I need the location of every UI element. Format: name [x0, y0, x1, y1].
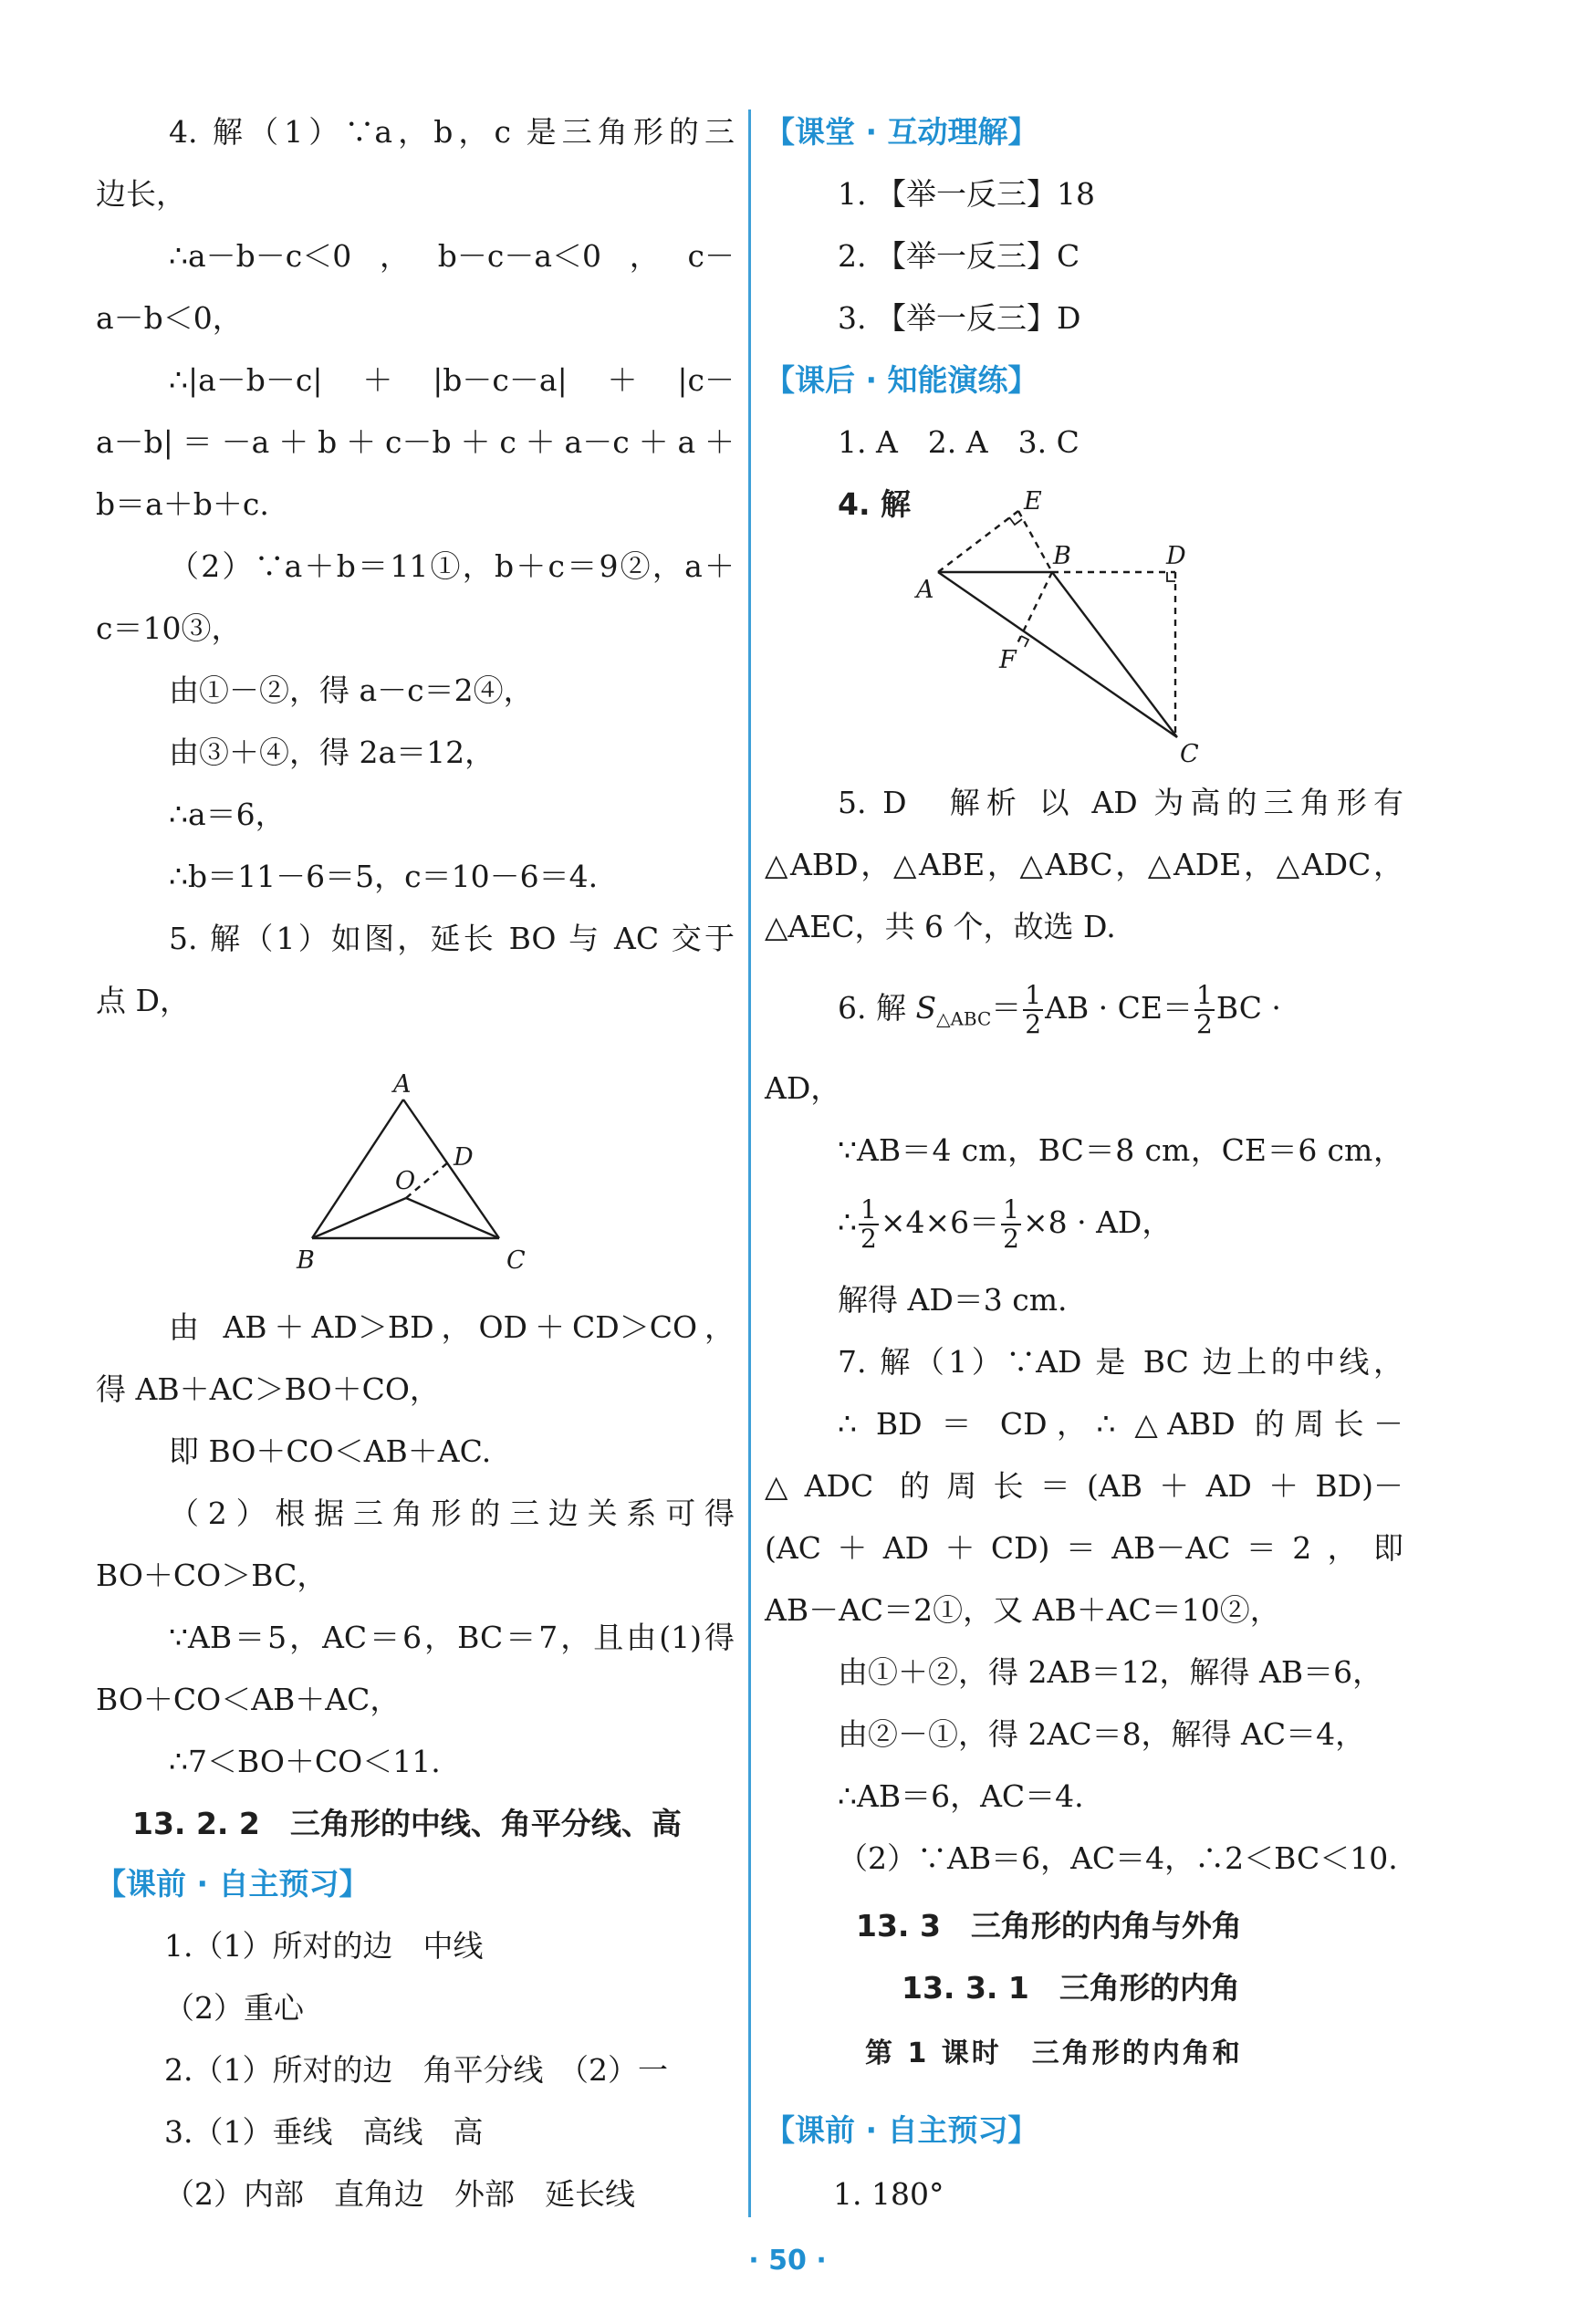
fig2-label-C: C [1180, 740, 1199, 768]
preview-line-5: （2）内部 直角边 外部 延长线 [164, 2176, 635, 2212]
q6-area-symbol: S [915, 990, 937, 1026]
q6-area-subscript: △ABC [936, 1007, 992, 1030]
q4-line-2: 边长， [96, 176, 186, 212]
q4-line-10: 由①－②，得 a－c＝2④， [169, 672, 534, 708]
q4-line-5: ∴|a－b－c|＋|b－c－a|＋|c－ [169, 362, 735, 398]
q5-line-7: BO＋CO＞BC， [96, 1558, 328, 1593]
q5-line-6: （2）根据三角形的三边关系可得 [169, 1495, 735, 1531]
kehou-line-6b: AD， [765, 1070, 841, 1106]
fig2-label-F: F [999, 646, 1017, 674]
preview-line-3: 2.（1）所对的边 角平分线 （2）一 [164, 2052, 668, 2088]
q5-line-4: 得 AB＋AC＞BO＋CO， [96, 1371, 440, 1407]
section-title-13-2-2: 13. 2. 2 三角形的中线、角平分线、高 [132, 1806, 682, 1841]
q6-mid: AB · CE＝ [1045, 990, 1193, 1026]
fig2-label-A: A [916, 576, 934, 604]
kehou-line-7c: △ADC 的周长＝(AB＋AD＋BD)－ [765, 1468, 1403, 1504]
fig1-label-A: A [393, 1072, 412, 1099]
q6-fraction-2: $\frac{1}{2}$ [1196, 980, 1213, 1039]
kehou-line-7e: AB－AC＝2①，又 AB＋AC＝10②， [765, 1592, 1280, 1628]
preview-line-2: （2）重心 [164, 1990, 304, 2026]
section-bar-ketang: 【课堂 · 互动理解】 [765, 114, 1038, 150]
preview2-line-1: 1. 180° [833, 2176, 944, 2212]
fig2-label-B: B [1053, 542, 1071, 570]
page-number: · 50 · [748, 2245, 827, 2277]
kehou-line-6a [838, 981, 1281, 1047]
ketang-line-3: 3. 【举一反三】D [838, 300, 1081, 336]
kehou-line-7g: 由②－①，得 2AC＝8，解得 AC＝4， [838, 1716, 1366, 1752]
q4-line-12: ∴a＝6， [169, 797, 286, 832]
q4-line-7: b＝a＋b＋c. [96, 486, 269, 522]
q5-line-9: BO＋CO＜AB＋AC， [96, 1682, 401, 1717]
kehou-line-7h: ∴AB＝6，AC＝4. [838, 1778, 1084, 1814]
fig2-label-E: E [1024, 487, 1042, 516]
q4-line-11: 由③＋④，得 2a＝12， [169, 735, 495, 770]
kehou-line-7i: （2）∵AB＝6，AC＝4，∴2＜BC＜10. [838, 1840, 1398, 1876]
q4-line-8: （2）∵a＋b＝11①，b＋c＝9②，a＋ [169, 548, 735, 584]
kehou-line-6d [838, 1195, 1172, 1253]
q6-fraction-1: $\frac{1}{2}$ [1025, 980, 1042, 1039]
lesson-title: 第 1 课时 三角形的内角和 [865, 2037, 1243, 2069]
kehou-line-7a: 7. 解（1）∵AD 是 BC 边上的中线， [838, 1344, 1403, 1380]
kehou-line-6e: 解得 AD＝3 cm. [838, 1282, 1068, 1318]
kehou-line-4: 4. 解 [838, 486, 911, 522]
q4-line-4: a－b＜0， [96, 300, 243, 336]
fig1-label-D: D [454, 1143, 474, 1172]
q5-line-1: 5. 解（1）如图，延长 BO 与 AC 交于 [169, 921, 735, 956]
kehou-line-7b: ∴ BD ＝ CD，∴ △ABD 的周长－ [838, 1406, 1403, 1442]
fig1-label-B: B [297, 1246, 315, 1275]
ketang-line-2: 2. 【举一反三】C [838, 238, 1080, 274]
section-title-13-3-1: 13. 3. 1 三角形的内角 [902, 1970, 1240, 2006]
q6-prod: ×4×6＝ [880, 1204, 1000, 1240]
section-bar-keqian-2: 【课前 · 自主预习】 [765, 2112, 1038, 2148]
q6-eq1: ＝ [991, 990, 1022, 1026]
kehou-line-7d: (AC＋AD＋CD)＝AB－AC＝2，即 [765, 1530, 1403, 1566]
q6-therefore: ∴ [838, 1204, 857, 1240]
kehou-line-5c: △AEC，共 6 个，故选 D. [765, 909, 1116, 944]
q5-line-3: 由 AB＋AD＞BD，OD＋CD＞CO， [169, 1309, 735, 1345]
q6-fraction-3: $\frac{1}{2}$ [861, 1194, 877, 1254]
fig2-label-D: D [1166, 542, 1186, 570]
triangle-figure-2 [902, 484, 1285, 776]
column-divider [748, 109, 751, 2217]
section-bar-keqian-1: 【课前 · 自主预习】 [96, 1866, 370, 1902]
kehou-line-5a: 5. D 解析 以 AD 为高的三角形有 [838, 785, 1403, 820]
kehou-line-6c: ∵AB＝4 cm，BC＝8 cm，CE＝6 cm， [838, 1132, 1403, 1168]
fig1-label-C: C [506, 1246, 526, 1275]
q4-line-1: 4. 解（1）∵a，b，c 是三角形的三 [169, 114, 735, 150]
q5-line-2: 点 D， [96, 983, 190, 1018]
triangle-figure-1 [278, 1072, 662, 1291]
q4-line-9: c＝10③， [96, 610, 242, 646]
kehou-line-7f: 由①＋②，得 2AB＝12，解得 AB＝6， [838, 1654, 1383, 1690]
q6-tail: BC · [1215, 990, 1281, 1026]
q5-line-8: ∵AB＝5，AC＝6，BC＝7，且由(1)得 [169, 1620, 735, 1655]
section-bar-kehou: 【课后 · 知能演练】 [765, 362, 1038, 398]
q5-line-5: 即 BO＋CO＜AB＋AC. [169, 1433, 492, 1469]
section-title-13-3: 13. 3 三角形的内角与外角 [856, 1908, 1242, 1944]
q6-fraction-4: $\frac{1}{2}$ [1003, 1194, 1019, 1254]
q6-rhs: ×8 · AD， [1022, 1204, 1173, 1240]
ketang-line-1: 1. 【举一反三】18 [838, 176, 1095, 212]
q5-line-10: ∴7＜BO＋CO＜11. [169, 1744, 441, 1779]
q4-line-6: a－b|＝－a＋b＋c－b＋c＋a－c＋a＋ [96, 424, 735, 460]
q4-line-13: ∴b＝11－6＝5，c＝10－6＝4. [169, 859, 599, 894]
preview-line-4: 3.（1）垂线 高线 高 [164, 2114, 484, 2150]
fig1-label-O: O [395, 1167, 416, 1195]
kehou-line-5b: △ABD，△ABE，△ABC，△ADE，△ADC， [765, 847, 1403, 882]
preview-line-1: 1.（1）所对的边 中线 [164, 1928, 484, 1964]
q4-line-3: ∴a－b－c＜0，b－c－a＜0，c－ [169, 238, 735, 274]
q6-lead: 6. 解 [838, 990, 916, 1026]
kehou-line-1: 1. A 2. A 3. C [838, 424, 1080, 460]
